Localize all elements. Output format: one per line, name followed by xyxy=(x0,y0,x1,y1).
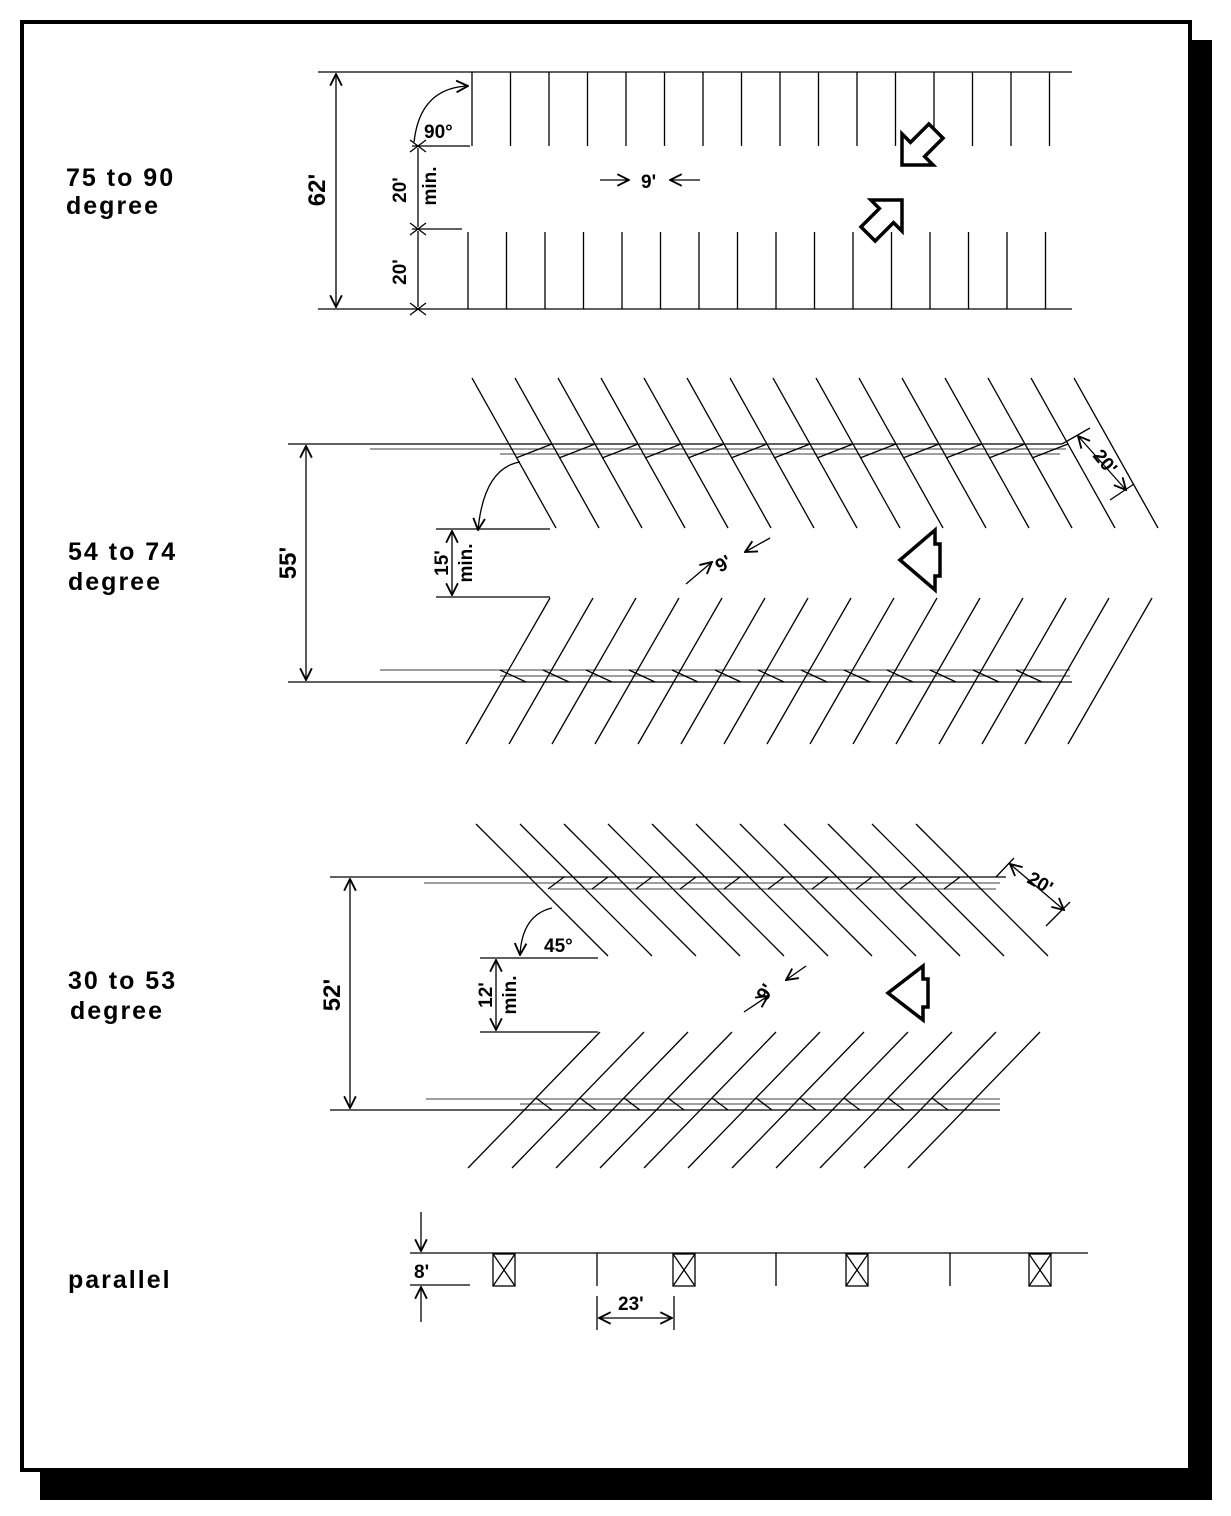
section-30-53-label-line1: 30 to 53 xyxy=(68,967,178,995)
aisle-min-note: min. xyxy=(420,166,441,206)
total-width-value: 62' xyxy=(304,173,331,207)
aisle-width-value: 15' xyxy=(432,550,453,576)
angle-value: 45° xyxy=(544,936,573,957)
aisle-min-note: min. xyxy=(500,975,521,1015)
section-30-53-label-line2: degree xyxy=(70,997,164,1025)
stall-length-value: 23' xyxy=(618,1294,644,1315)
stall-depth-value: 20' xyxy=(390,259,411,285)
stall-width-value: 9' xyxy=(712,551,736,578)
stall-width-value: 9' xyxy=(641,172,657,193)
stall-depth-value: 20' xyxy=(1088,445,1121,479)
stall-depth-value: 8' xyxy=(414,1262,430,1283)
angle-value: 90° xyxy=(424,122,453,143)
total-width-value: 55' xyxy=(275,546,302,580)
aisle-width-value: 12' xyxy=(476,982,497,1008)
stall-depth-value: 20' xyxy=(1023,868,1057,900)
stall-width-value: 9' xyxy=(752,980,779,1005)
section-54-74-label-line1: 54 to 74 xyxy=(68,538,178,566)
section-54-74-label-line2: degree xyxy=(68,568,162,596)
aisle-width-value: 20' xyxy=(390,177,411,203)
section-parallel-label: parallel xyxy=(68,1266,172,1294)
aisle-min-note: min. xyxy=(456,543,477,583)
total-width-value: 52' xyxy=(319,978,346,1012)
section-75-90-label-line2: degree xyxy=(66,192,160,220)
section-75-90-label-line1: 75 to 90 xyxy=(66,164,176,192)
